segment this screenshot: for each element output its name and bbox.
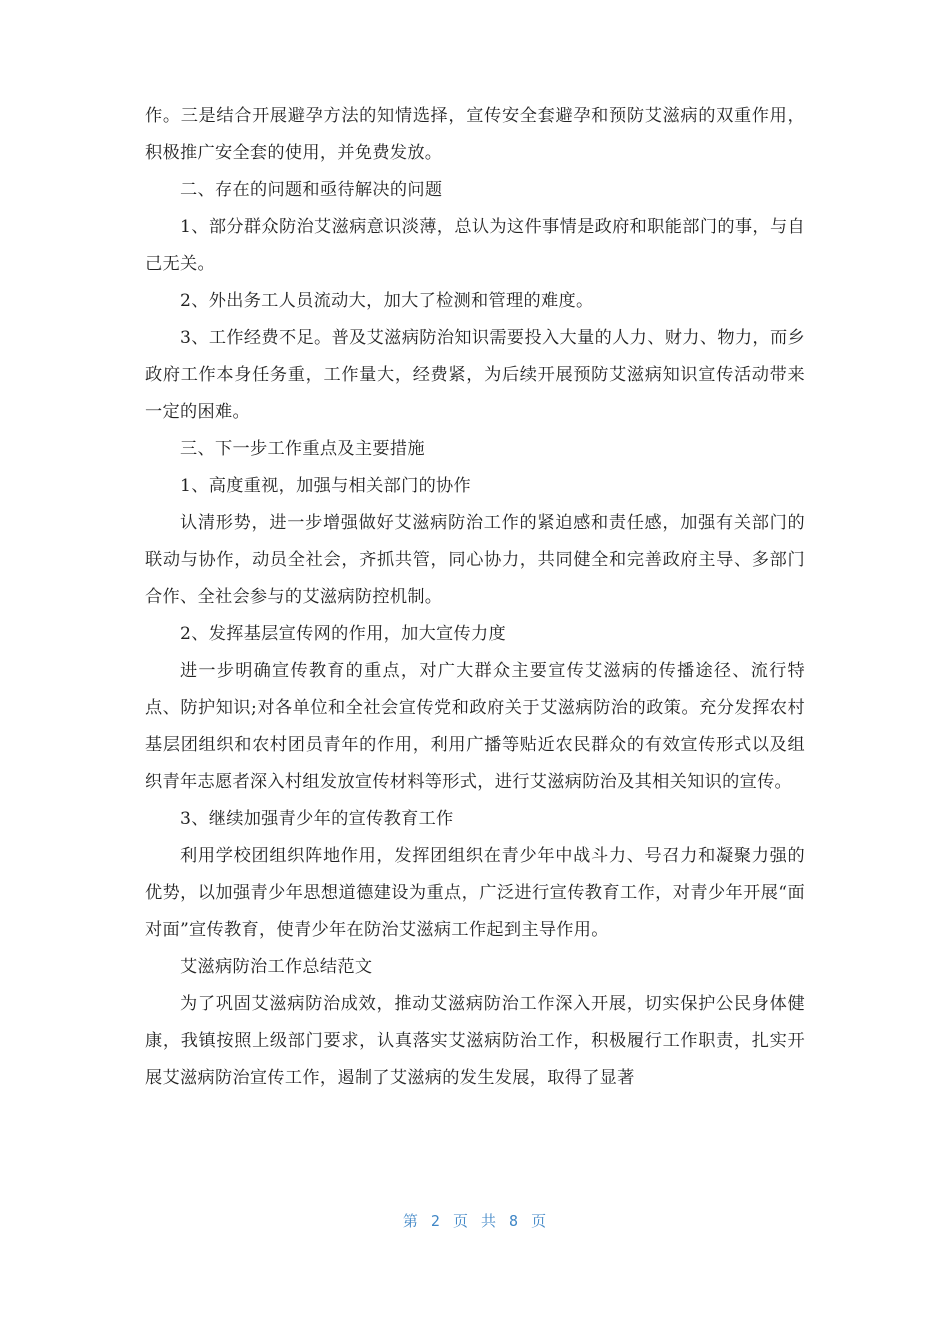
document-body bbox=[145, 98, 805, 1097]
page-number-footer: 第 2 页 共 8 页 bbox=[402, 1212, 548, 1230]
paragraph-measure-3: 利用学校团组织阵地作用，发挥团组织在青少年中战斗力、号召力和凝聚力强的优势，以加强青少年思想道德建设为重点，广泛进行宣传教育工作，对青少年开展“面对面”宣传教育，使青少年在防治艾滋病工作起到主导作用。 bbox=[145, 846, 805, 940]
paragraph-problem-2: 2、外出务工人员流动大，加大了检测和管理的难度。 bbox=[180, 291, 594, 311]
section-heading-next-steps: 三、下一步工作重点及主要措施 bbox=[180, 439, 425, 459]
article-title: 艾滋病防治工作总结范文 bbox=[180, 957, 373, 977]
paragraph-problem-3: 3、工作经费不足。普及艾滋病防治知识需要投入大量的人力、财力、物力，而乡政府工作本身任务重，工作量大，经费紧，为后续开展预防艾滋病知识宣传活动带来一定的困难。 bbox=[145, 328, 805, 422]
subheading-measure-2: 2、发挥基层宣传网的作用，加大宣传力度 bbox=[180, 624, 507, 644]
paragraph-article-intro: 为了巩固艾滋病防治成效，推动艾滋病防治工作深入开展，切实保护公民身体健康，我镇按照上级部门要求，认真落实艾滋病防治工作，积极履行工作职责，扎实开展艾滋病防治宣传工作，遏制了艾滋病的发生发展，取得了显著 bbox=[145, 994, 805, 1088]
paragraph-measure-1: 认清形势，进一步增强做好艾滋病防治工作的紧迫感和责任感，加强有关部门的联动与协作，动员全社会，齐抓共管，同心协力，共同健全和完善政府主导、多部门合作、全社会参与的艾滋病防控机制。 bbox=[145, 513, 805, 607]
subheading-measure-1: 1、高度重视，加强与相关部门的协作 bbox=[180, 476, 472, 496]
paragraph-measure-2: 进一步明确宣传教育的重点，对广大群众主要宣传艾滋病的传播途径、流行特点、防护知识;对各单位和全社会宣传党和政府关于艾滋病防治的政策。充分发挥农村基层团组织和农村团员青年的作用，利用广播等贴近农民群众的有效宣传形式以及组织青年志愿者深入村组发放宣传材料等形式，进行艾滋病防治及其相关知识的宣传。 bbox=[145, 661, 805, 792]
paragraph-problem-1: 1、部分群众防治艾滋病意识淡薄，总认为这件事情是政府和职能部门的事，与自己无关。 bbox=[145, 217, 805, 274]
paragraph-1: 作。三是结合开展避孕方法的知情选择，宣传安全套避孕和预防艾滋病的双重作用，积极推广安全套的使用，并免费发放。 bbox=[145, 106, 805, 163]
section-heading-problems: 二、存在的问题和亟待解决的问题 bbox=[180, 180, 443, 200]
subheading-measure-3: 3、继续加强青少年的宣传教育工作 bbox=[180, 809, 454, 829]
